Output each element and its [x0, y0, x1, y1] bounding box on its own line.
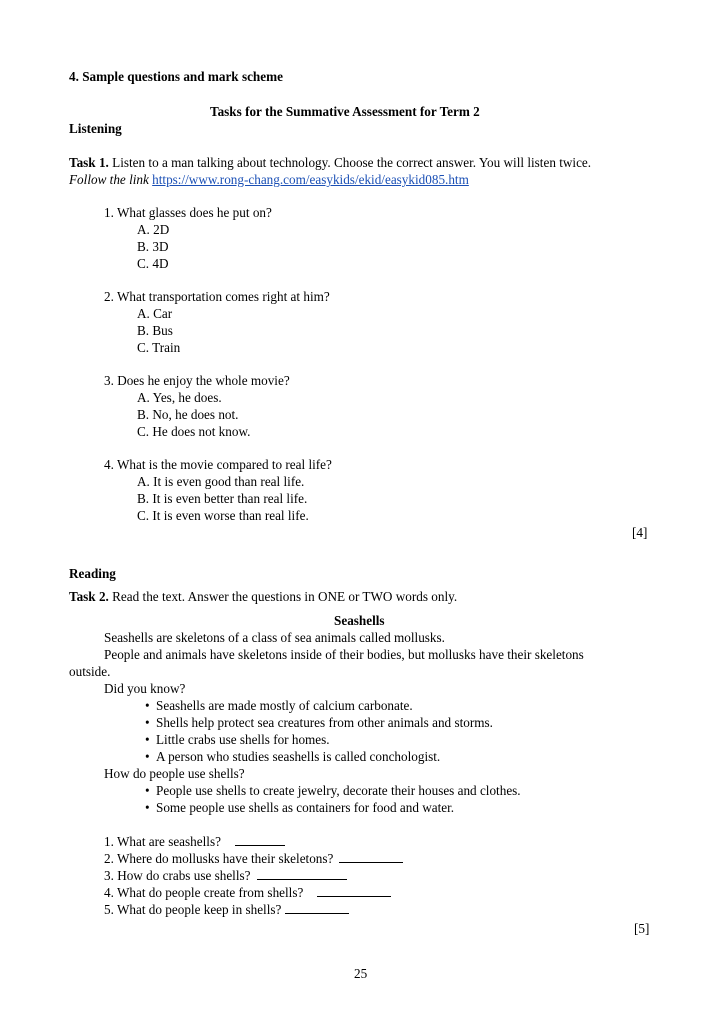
- answer-blank[interactable]: [317, 885, 391, 897]
- listening-question-2: 2. What transportation comes right at him?: [104, 289, 330, 304]
- listening-marks: [4]: [632, 525, 648, 540]
- reading-question-3: 3. How do crabs use shells?: [104, 868, 347, 884]
- q2-option-a: A. Car: [137, 306, 173, 321]
- use-item: • Some people use shells as containers for food and water.: [145, 800, 455, 815]
- section-heading: 4. Sample questions and mark scheme: [69, 69, 283, 84]
- q2-option-c: C. Train: [137, 340, 181, 355]
- bullet-icon: •: [145, 732, 150, 747]
- fact-item: • Seashells are made mostly of calcium carbonate.: [145, 698, 413, 713]
- task2-instruction: [69, 589, 457, 605]
- bullet-icon: •: [145, 783, 150, 798]
- paragraph-1: Seashells are skeletons of a class of sea animals called mollusks.: [104, 630, 445, 645]
- q1-option-a: A. 2D: [137, 222, 170, 237]
- q1-option-c: C. 4D: [137, 256, 169, 271]
- reading-question-2: 2. Where do mollusks have their skeletons?: [104, 851, 403, 867]
- task1-text: Listen to a man talking about technology. Choose the correct answer. You will listen twice.: [108, 155, 592, 170]
- page-number: 25: [354, 966, 368, 981]
- fact-item: • Little crabs use shells for homes.: [145, 732, 330, 747]
- reading-heading: Reading: [69, 566, 116, 581]
- task1-follow-line: [69, 172, 469, 188]
- task2-text: Read the text. Answer the questions in ONE or TWO words only.: [108, 589, 458, 604]
- listening-question-1: 1. What glasses does he put on?: [104, 205, 272, 220]
- q2-option-b: B. Bus: [137, 323, 173, 338]
- bullet-icon: •: [145, 715, 150, 730]
- task1-label: Task 1.: [69, 155, 109, 170]
- answer-blank[interactable]: [339, 851, 403, 863]
- paragraph-2-line-1: People and animals have skeletons inside of their bodies, but mollusks have their skeletons: [104, 647, 584, 662]
- reading-marks: [5]: [634, 921, 650, 936]
- follow-link-text: Follow the link: [69, 172, 149, 187]
- how-use-heading: How do people use shells?: [104, 766, 245, 781]
- did-you-know: Did you know?: [104, 681, 186, 696]
- tasks-title: Tasks for the Summative Assessment for Term 2: [210, 104, 480, 119]
- answer-blank[interactable]: [257, 868, 347, 880]
- paragraph-2-line-2: outside.: [69, 664, 111, 679]
- listening-question-4: 4. What is the movie compared to real life?: [104, 457, 332, 472]
- q1-option-b: B. 3D: [137, 239, 169, 254]
- q4-option-b: B. It is even better than real life.: [137, 491, 308, 506]
- reading-question-5: 5. What do people keep in shells?: [104, 902, 349, 918]
- text-title: Seashells: [334, 613, 385, 628]
- listening-question-3: 3. Does he enjoy the whole movie?: [104, 373, 290, 388]
- bullet-icon: •: [145, 800, 150, 815]
- audio-link[interactable]: https://www.rong-chang.com/easykids/ekid/easykid085.htm: [152, 172, 469, 187]
- fact-item: • Shells help protect sea creatures from other animals and storms.: [145, 715, 493, 730]
- listening-heading: Listening: [69, 121, 122, 136]
- q4-option-c: C. It is even worse than real life.: [137, 508, 309, 523]
- bullet-icon: •: [145, 749, 150, 764]
- q3-option-c: C. He does not know.: [137, 424, 251, 439]
- bullet-icon: •: [145, 698, 150, 713]
- q3-option-a: A. Yes, he does.: [137, 390, 222, 405]
- task2-label: Task 2.: [69, 589, 109, 604]
- q3-option-b: B. No, he does not.: [137, 407, 239, 422]
- answer-blank[interactable]: [235, 834, 285, 846]
- use-item: • People use shells to create jewelry, decorate their houses and clothes.: [145, 783, 521, 798]
- task1-instruction: [69, 155, 591, 171]
- fact-item: • A person who studies seashells is called conchologist.: [145, 749, 441, 764]
- answer-blank[interactable]: [285, 902, 349, 914]
- q4-option-a: A. It is even good than real life.: [137, 474, 305, 489]
- reading-question-1: 1. What are seashells?: [104, 834, 285, 850]
- reading-question-4: 4. What do people create from shells?: [104, 885, 391, 901]
